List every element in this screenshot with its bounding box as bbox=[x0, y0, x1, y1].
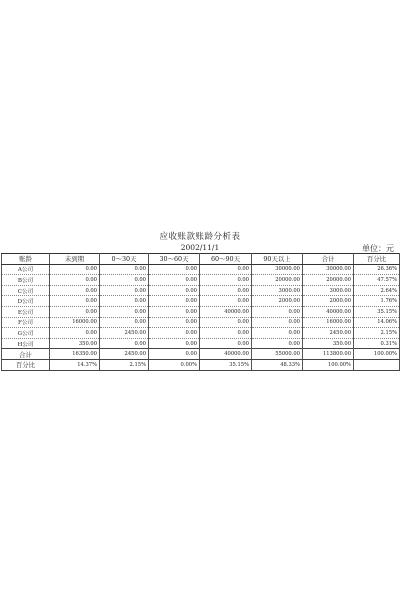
table-cell: 40000.00 bbox=[200, 349, 252, 360]
table-cell: 47.57% bbox=[354, 275, 400, 286]
table-cell: 2450.00 bbox=[100, 349, 149, 360]
aging-table bbox=[1, 253, 400, 371]
table-cell: 2000.00 bbox=[252, 296, 303, 307]
table-cell: 0.00 bbox=[50, 306, 100, 317]
aging-report-sheet bbox=[0, 232, 400, 371]
table-cell: 0.00% bbox=[149, 359, 200, 370]
table-cell: 0.00 bbox=[149, 328, 200, 339]
row-label: G公司 bbox=[2, 328, 50, 339]
table-cell: 0.00 bbox=[149, 317, 200, 328]
table-cell: 0.00 bbox=[50, 264, 100, 275]
column-header-60-90: 60～90天 bbox=[200, 254, 252, 265]
table-cell: 30000.00 bbox=[252, 264, 303, 275]
table-cell: 0.00 bbox=[100, 338, 149, 349]
table-cell: 0.00 bbox=[50, 296, 100, 307]
table-cell: 0.00 bbox=[200, 296, 252, 307]
report-date: 2002/11/1 bbox=[180, 243, 220, 252]
row-label: 百分比 bbox=[2, 359, 50, 370]
table-cell: 0.00 bbox=[50, 275, 100, 286]
column-header-30-60: 30～60天 bbox=[149, 254, 200, 265]
row-label: 合计 bbox=[2, 349, 50, 360]
report-title: 应收账款账龄分析表 bbox=[159, 232, 241, 242]
table-cell: 0.00 bbox=[200, 317, 252, 328]
table-cell: 14.06% bbox=[354, 317, 400, 328]
table-cell: 2000.00 bbox=[303, 296, 354, 307]
table-cell: 0.00 bbox=[100, 285, 149, 296]
table-cell: 48.33% bbox=[252, 359, 303, 370]
header-row bbox=[2, 254, 400, 265]
table-cell: 100.00% bbox=[354, 349, 400, 360]
table-cell: 0.00 bbox=[200, 264, 252, 275]
report-subheader bbox=[0, 243, 400, 253]
table-cell: 26.36% bbox=[354, 264, 400, 275]
table-row bbox=[2, 285, 400, 296]
row-label: D公司 bbox=[2, 296, 50, 307]
table-cell: 0.00 bbox=[100, 275, 149, 286]
row-label: F公司 bbox=[2, 317, 50, 328]
table-cell: 14.37% bbox=[50, 359, 100, 370]
table-cell: 0.00 bbox=[149, 306, 200, 317]
table-cell: 20000.00 bbox=[303, 275, 354, 286]
table-cell: 55000.00 bbox=[252, 349, 303, 360]
table-cell: 2.15% bbox=[354, 328, 400, 339]
table-cell: 3000.00 bbox=[303, 285, 354, 296]
row-label: C公司 bbox=[2, 285, 50, 296]
column-header-aging: 账龄 bbox=[2, 254, 50, 265]
column-header-total: 合计 bbox=[303, 254, 354, 265]
percent-row bbox=[2, 359, 400, 370]
column-header-over-90: 90天以上 bbox=[252, 254, 303, 265]
row-label: B公司 bbox=[2, 275, 50, 286]
table-cell: 0.00 bbox=[252, 306, 303, 317]
row-label: A公司 bbox=[2, 264, 50, 275]
table-cell: 16000.00 bbox=[303, 317, 354, 328]
table-cell: 0.00 bbox=[252, 338, 303, 349]
table-cell: 40000.00 bbox=[303, 306, 354, 317]
table-cell: 2450.00 bbox=[100, 328, 149, 339]
table-cell: 35.15% bbox=[200, 359, 252, 370]
table-cell: 0.00 bbox=[252, 328, 303, 339]
table-cell: 2.15% bbox=[100, 359, 149, 370]
table-cell: 0.00 bbox=[149, 275, 200, 286]
table-cell: 1.76% bbox=[354, 296, 400, 307]
table-cell: 20000.00 bbox=[252, 275, 303, 286]
table-row bbox=[2, 328, 400, 339]
table-cell: 16350.00 bbox=[50, 349, 100, 360]
table-cell: 0.00 bbox=[100, 306, 149, 317]
table-cell: 0.00 bbox=[149, 285, 200, 296]
table-cell: 0.00 bbox=[100, 264, 149, 275]
table-cell: 350.00 bbox=[50, 338, 100, 349]
table-cell: 40000.00 bbox=[200, 306, 252, 317]
table-cell: 113800.00 bbox=[303, 349, 354, 360]
table-cell: 0.00 bbox=[100, 296, 149, 307]
row-label: H公司 bbox=[2, 338, 50, 349]
table-body bbox=[2, 264, 400, 370]
table-cell: 0.00 bbox=[200, 338, 252, 349]
table-cell: 0.00 bbox=[200, 285, 252, 296]
table-cell: 16000.00 bbox=[50, 317, 100, 328]
table-row bbox=[2, 317, 400, 328]
column-header-percent: 百分比 bbox=[354, 254, 400, 265]
table-cell: 0.00 bbox=[50, 285, 100, 296]
table-cell: 350.00 bbox=[303, 338, 354, 349]
table-cell: 0.31% bbox=[354, 338, 400, 349]
table-cell: 0.00 bbox=[149, 296, 200, 307]
table-cell: 0.00 bbox=[149, 349, 200, 360]
table-row bbox=[2, 296, 400, 307]
total-row bbox=[2, 349, 400, 360]
table-row bbox=[2, 338, 400, 349]
table-row bbox=[2, 306, 400, 317]
table-cell: 0.00 bbox=[149, 338, 200, 349]
table-cell: 0.00 bbox=[252, 317, 303, 328]
table-cell: 30000.00 bbox=[303, 264, 354, 275]
table-cell: 0.00 bbox=[149, 264, 200, 275]
table-cell: 2.64% bbox=[354, 285, 400, 296]
row-label: E公司 bbox=[2, 306, 50, 317]
table-cell: 0.00 bbox=[200, 328, 252, 339]
column-header-not-due: 未到期 bbox=[50, 254, 100, 265]
table-cell: 0.00 bbox=[100, 317, 149, 328]
table-cell: 0.00 bbox=[200, 275, 252, 286]
currency-unit: 单位：元 bbox=[362, 244, 394, 253]
table-cell: 3000.00 bbox=[252, 285, 303, 296]
table-cell: 0.00 bbox=[50, 328, 100, 339]
column-header-0-30: 0～30天 bbox=[100, 254, 149, 265]
table-cell: 100.00% bbox=[303, 359, 354, 370]
table-cell bbox=[354, 359, 400, 370]
table-row bbox=[2, 264, 400, 275]
table-row bbox=[2, 275, 400, 286]
table-cell: 2450.00 bbox=[303, 328, 354, 339]
table-cell: 35.15% bbox=[354, 306, 400, 317]
